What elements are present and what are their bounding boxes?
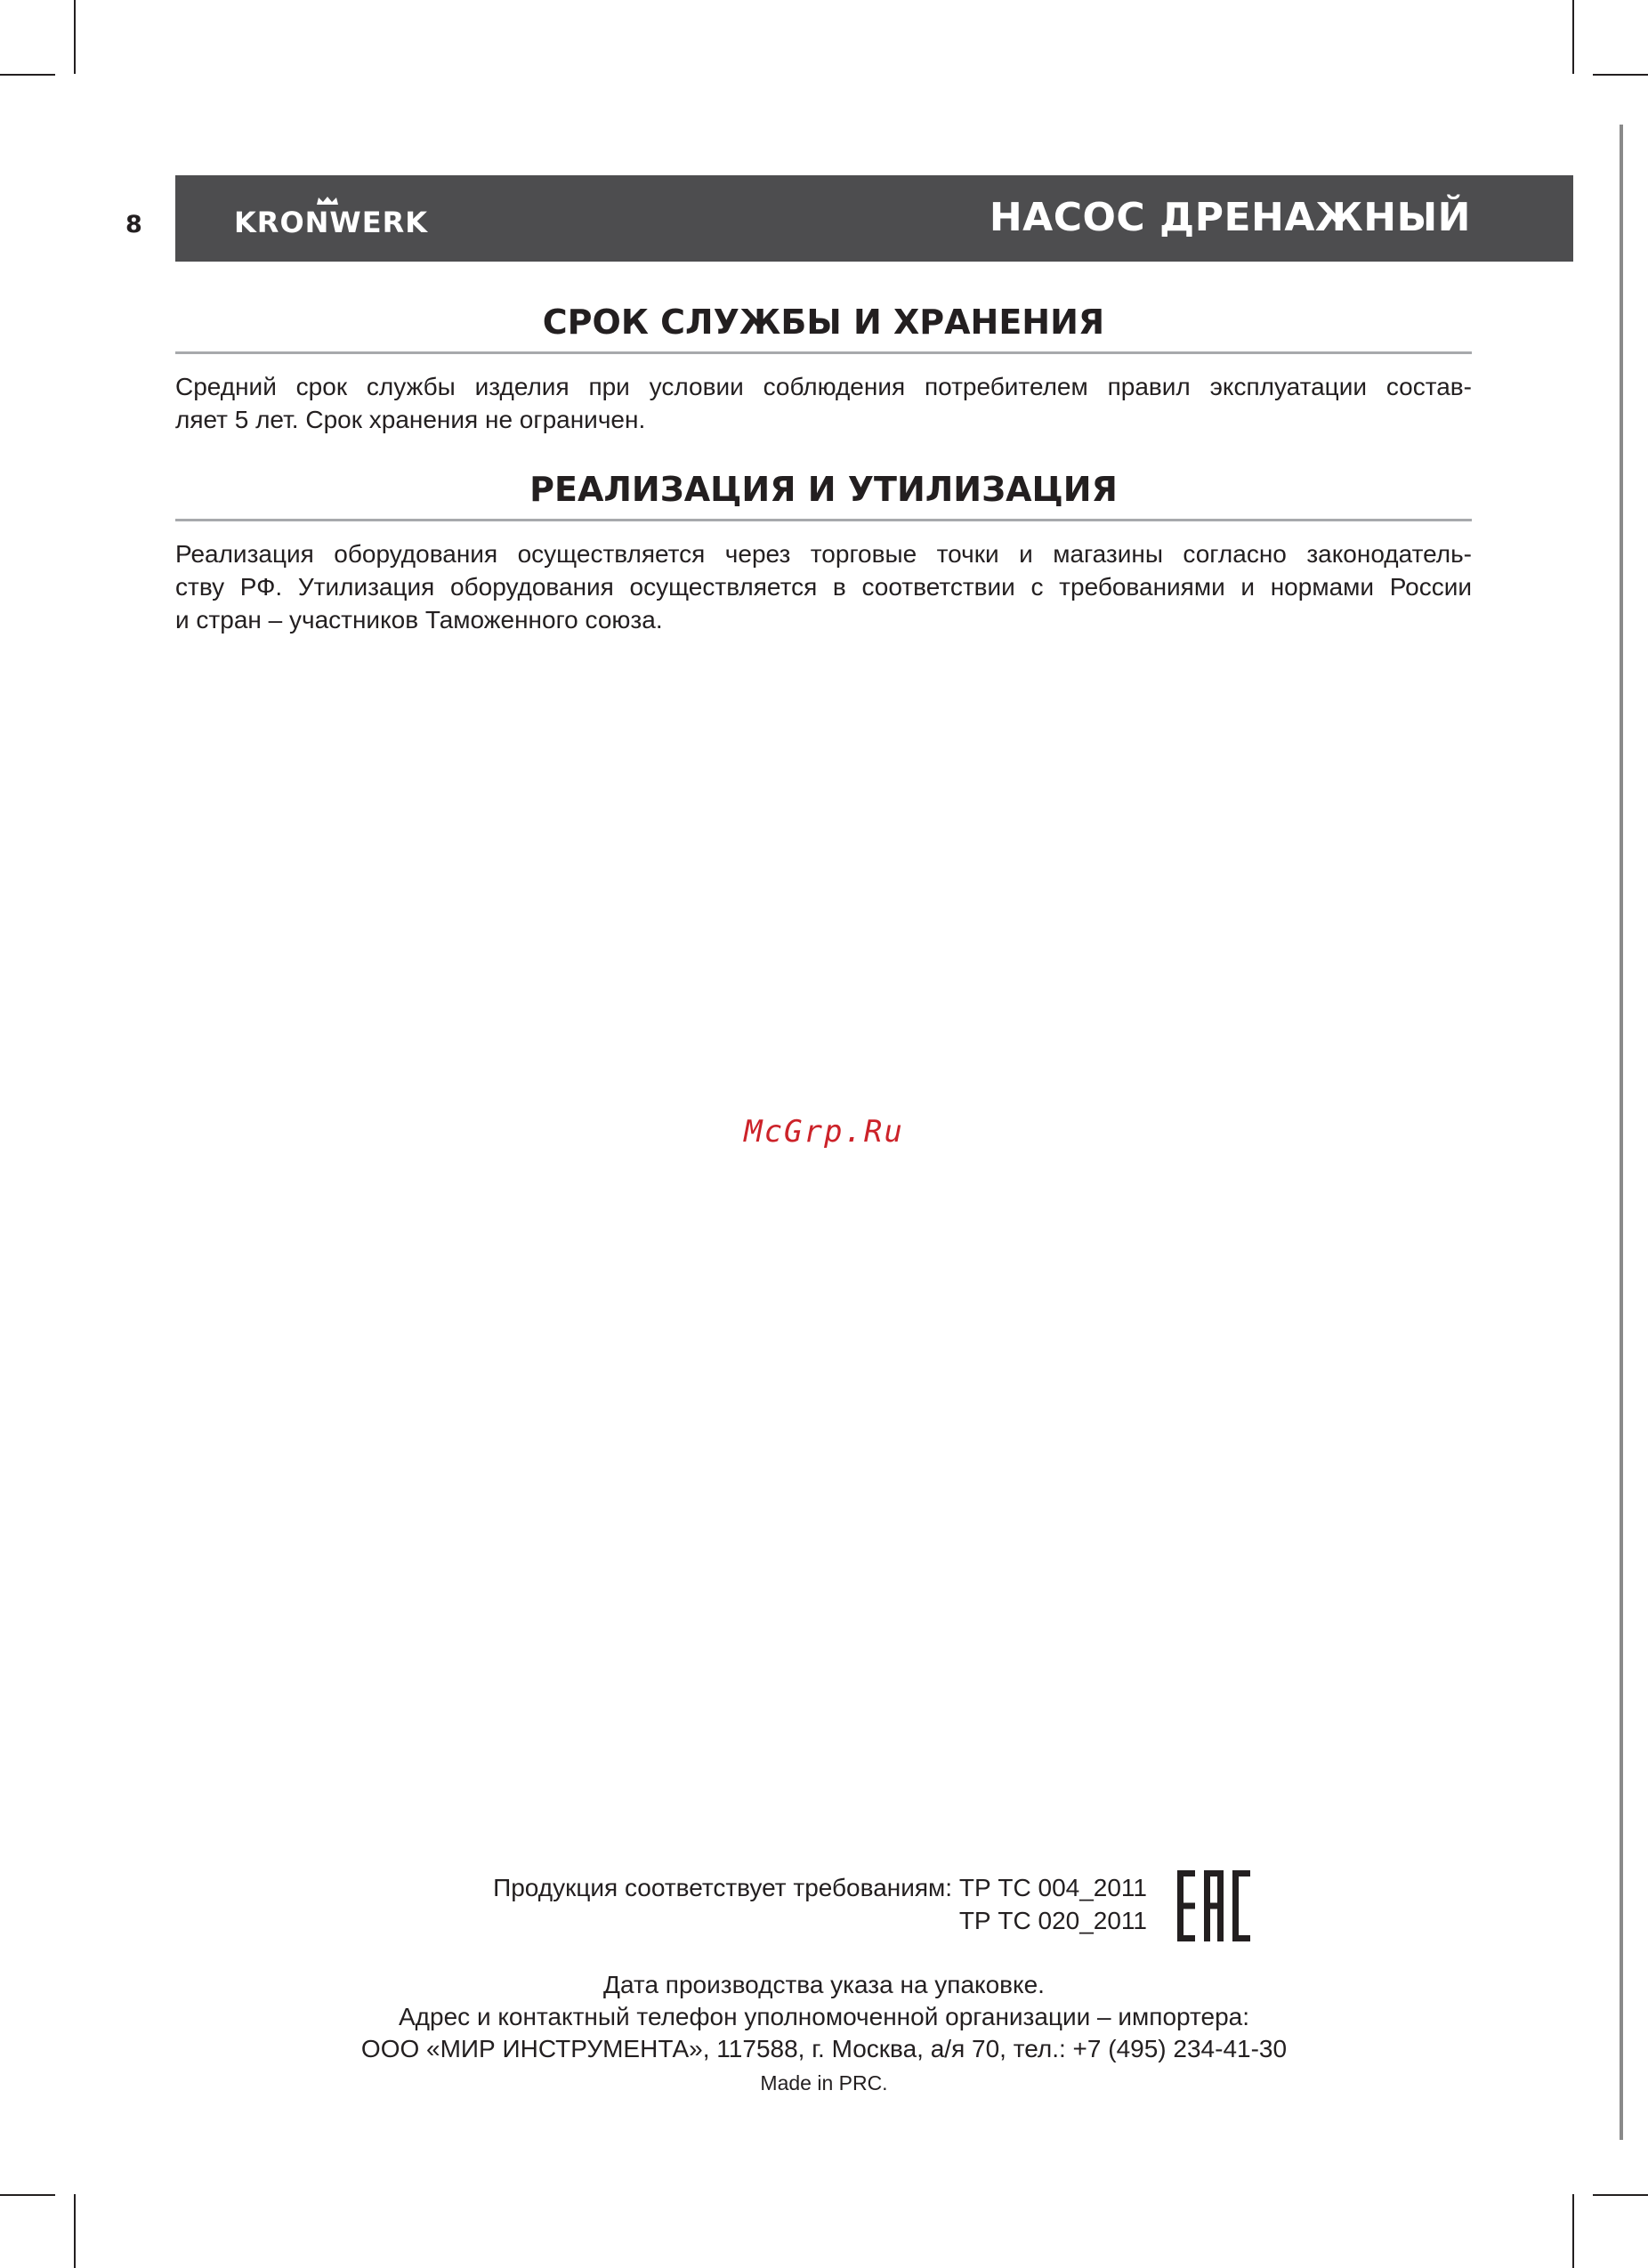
crop-mark-bottom-left-h — [0, 2194, 55, 2196]
body-line: ляет 5 лет. Срок хранения не ограничен. — [175, 406, 646, 433]
page-number: 8 — [125, 211, 142, 238]
watermark: McGrp.Ru — [744, 1114, 904, 1150]
header-bar — [175, 175, 1573, 262]
body-line: Реализация оборудования осуществляется через торговые точки и магазины согласно законодатель- — [175, 540, 1472, 568]
eac-mark-icon — [1177, 1870, 1250, 1941]
brand-logo — [234, 207, 428, 238]
section-body-service-life — [175, 370, 1472, 436]
importer-label: Адрес и контактный телефон уполномоченной организации – импортера: — [399, 2003, 1249, 2030]
section-body-disposal — [175, 537, 1472, 636]
crop-mark-top-right-v — [1572, 0, 1574, 74]
body-line: и стран – участников Таможенного союза. — [175, 606, 663, 634]
production-date-note: Дата производства указа на упаковке. — [603, 1971, 1045, 1998]
compliance-line: ТР ТС 020_2011 — [958, 1907, 1147, 1934]
section-heading-service-life: СРОК СЛУЖБЫ И ХРАНЕНИЯ — [542, 303, 1105, 342]
footer-info — [0, 1969, 1648, 2099]
brand-name: KRONWERK — [234, 206, 429, 239]
crop-mark-top-left-h — [0, 74, 55, 76]
section-rule — [175, 351, 1472, 354]
crop-mark-bottom-left-v — [74, 2194, 76, 2268]
compliance-statement — [493, 1871, 1147, 1937]
compliance-line: Продукция соответствует требованиям: ТР ТС 004_2011 — [493, 1874, 1147, 1901]
crown-icon — [316, 197, 339, 206]
importer-address: ООО «МИР ИНСТРУМЕНТА», 117588, г. Москва, а/я 70, тел.: +7 (495) 234-41-30 — [360, 2035, 1288, 2062]
made-in: Made in PRC. — [760, 2071, 888, 2094]
body-line: ству РФ. Утилизация оборудования осуществляется в соответствии с требованиями и нормами России — [175, 573, 1472, 601]
section-rule — [175, 519, 1472, 521]
body-line: Средний срок службы изделия при условии соблюдения потребителем правил эксплуатации состав- — [175, 373, 1472, 400]
header-title: НАСОС ДРЕНАЖНЫЙ — [989, 195, 1471, 240]
section-heading-disposal: РЕАЛИЗАЦИЯ И УТИЛИЗАЦИЯ — [529, 470, 1118, 509]
crop-mark-bottom-right-v — [1572, 2194, 1574, 2268]
crop-mark-top-right-h — [1593, 74, 1648, 76]
crop-mark-top-left-v — [74, 0, 76, 74]
crop-mark-bottom-right-h — [1593, 2194, 1648, 2196]
